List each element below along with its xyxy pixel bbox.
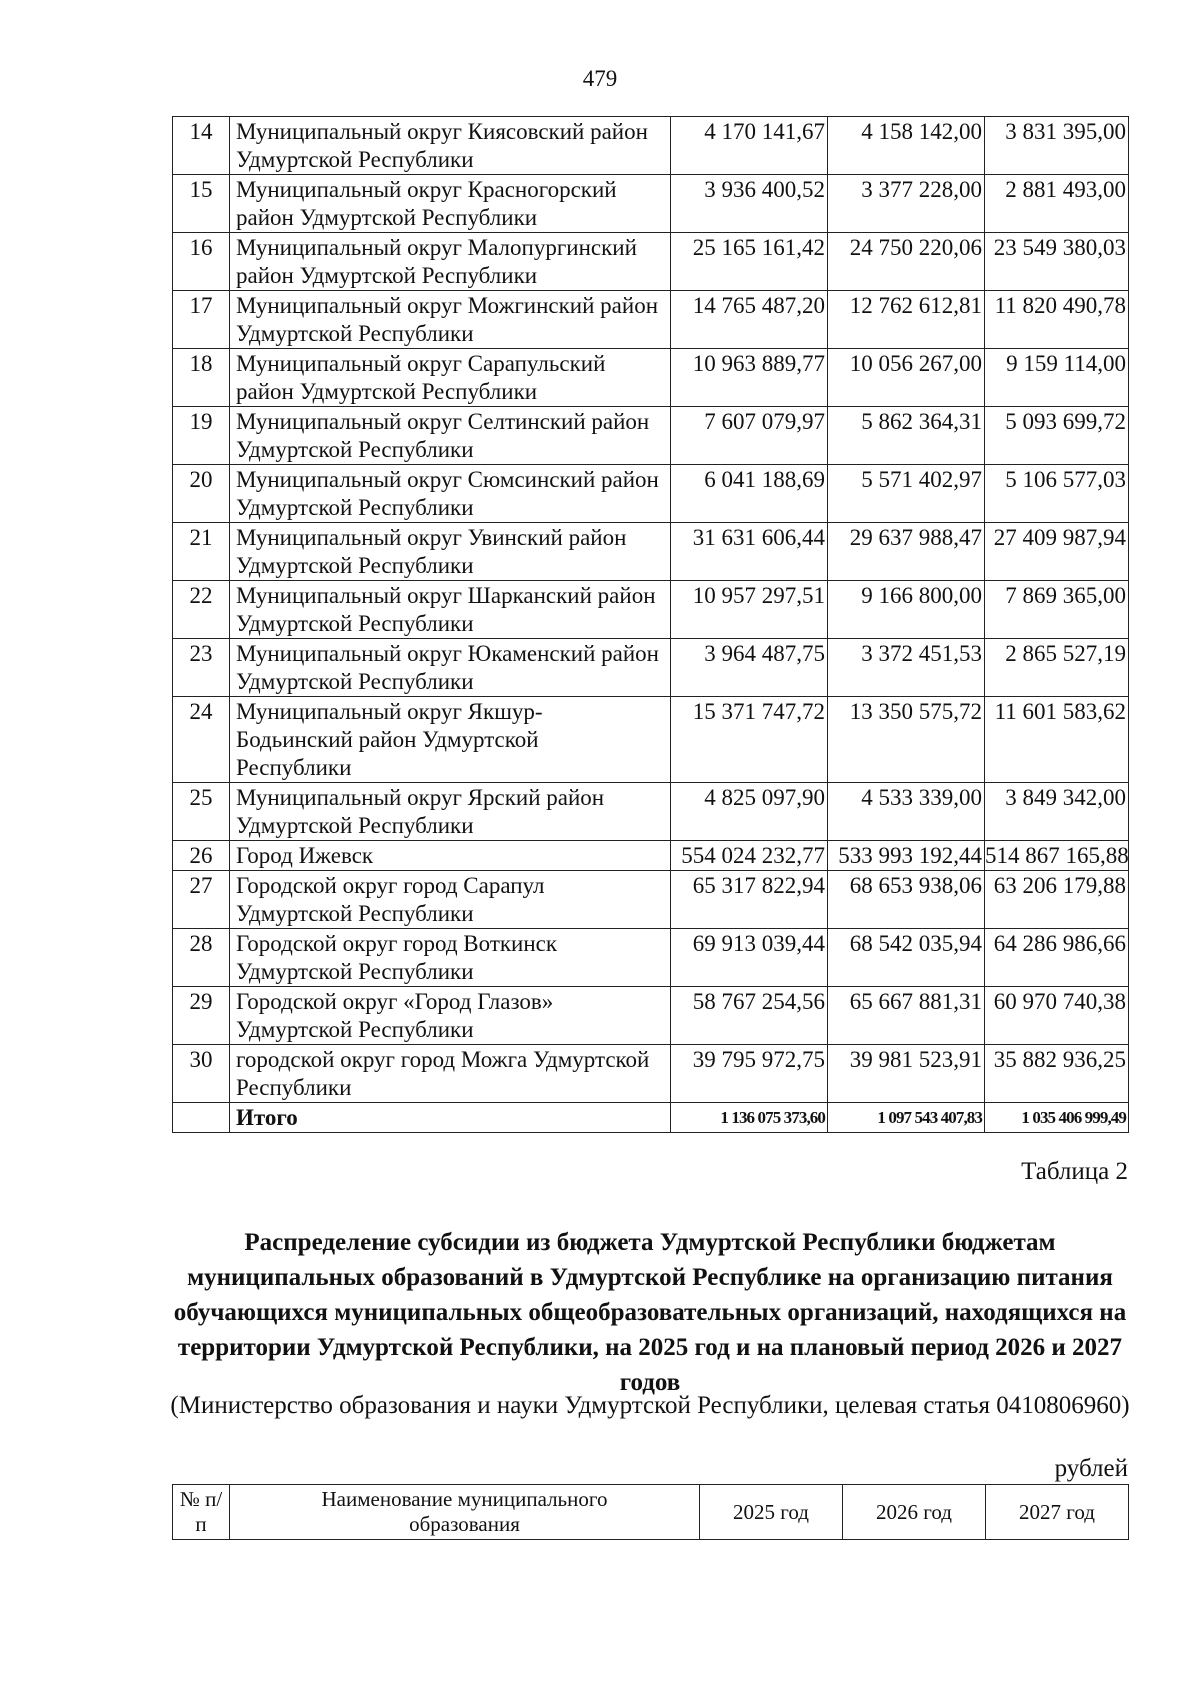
municipality-name: Городской округ город Сарапул Удмуртской Республики <box>230 871 671 929</box>
total-label: Итого <box>230 1103 671 1133</box>
table-row <box>173 929 1129 987</box>
header-name: Наименование муниципального образования <box>230 1485 700 1540</box>
amount-2025: 10 957 297,51 <box>671 581 828 639</box>
amount-2025: 554 024 232,77 <box>671 841 828 871</box>
municipality-name: Муниципальный округ Киясовский район Удмуртской Республики <box>230 117 671 175</box>
total-2027: 1 035 406 999,49 <box>985 1103 1129 1133</box>
header-row <box>173 1485 1129 1540</box>
amount-2025: 15 371 747,72 <box>671 697 828 783</box>
subsidy-table-header <box>172 1484 1129 1540</box>
municipality-name: Город Ижевск <box>230 841 671 871</box>
table-title: Распределение субсидии из бюджета Удмуртской Республики бюджетам муниципальных образований в Удмуртской Республике на организацию питания обучающихся муниципальных общеобразовательных организаций, находящихся на территории Удмуртской Республики, на 2025 год и на плановый период 2026 и 2027 годов <box>173 1229 1127 1396</box>
table-row <box>173 1045 1129 1103</box>
amount-2027: 9 159 114,00 <box>985 349 1129 407</box>
amount-2027: 514 867 165,88 <box>985 841 1129 871</box>
amount-2026: 39 981 523,91 <box>828 1045 985 1103</box>
row-number: 20 <box>173 465 230 523</box>
amount-2025: 58 767 254,56 <box>671 987 828 1045</box>
row-number: 17 <box>173 291 230 349</box>
table-body <box>173 117 1129 1133</box>
header-2027: 2027 год <box>986 1485 1129 1540</box>
total-row-number <box>173 1103 230 1133</box>
amount-2026: 4 533 339,00 <box>828 783 985 841</box>
table-row <box>173 523 1129 581</box>
table-row <box>173 407 1129 465</box>
row-number: 28 <box>173 929 230 987</box>
amount-2027: 64 286 986,66 <box>985 929 1129 987</box>
amount-2027: 23 549 380,03 <box>985 233 1129 291</box>
amount-2027: 11 820 490,78 <box>985 291 1129 349</box>
municipality-name: Городской округ город Воткинск Удмуртской Республики <box>230 929 671 987</box>
amount-2025: 31 631 606,44 <box>671 523 828 581</box>
row-number: 19 <box>173 407 230 465</box>
amount-2027: 60 970 740,38 <box>985 987 1129 1045</box>
subsidy-table-continued <box>172 116 1129 1133</box>
municipality-name: Муниципальный округ Увинский район Удмуртской Республики <box>230 523 671 581</box>
municipality-name: Муниципальный округ Ярский район Удмуртской Республики <box>230 783 671 841</box>
amount-2026: 4 158 142,00 <box>828 117 985 175</box>
amount-2025: 65 317 822,94 <box>671 871 828 929</box>
row-number: 25 <box>173 783 230 841</box>
row-number: 24 <box>173 697 230 783</box>
table-row <box>173 291 1129 349</box>
amount-2027: 2 881 493,00 <box>985 175 1129 233</box>
amount-2026: 3 372 451,53 <box>828 639 985 697</box>
row-number: 22 <box>173 581 230 639</box>
municipality-name: Муниципальный округ Красногорский район Удмуртской Республики <box>230 175 671 233</box>
header-number: № п/п <box>173 1485 230 1540</box>
amount-2026: 533 993 192,44 <box>828 841 985 871</box>
amount-2026: 24 750 220,06 <box>828 233 985 291</box>
total-2025: 1 136 075 373,60 <box>671 1103 828 1133</box>
municipality-name: Городской округ «Город Глазов» Удмуртской Республики <box>230 987 671 1045</box>
municipality-name: Муниципальный округ Шарканский район Удмуртской Республики <box>230 581 671 639</box>
amount-2026: 13 350 575,72 <box>828 697 985 783</box>
row-number: 18 <box>173 349 230 407</box>
municipality-name: городской округ город Можга Удмуртской Республики <box>230 1045 671 1103</box>
table-row <box>173 117 1129 175</box>
amount-2026: 3 377 228,00 <box>828 175 985 233</box>
amount-2025: 25 165 161,42 <box>671 233 828 291</box>
table-row <box>173 697 1129 783</box>
row-number: 26 <box>173 841 230 871</box>
amount-2026: 5 862 364,31 <box>828 407 985 465</box>
amount-2025: 3 964 487,75 <box>671 639 828 697</box>
row-number: 21 <box>173 523 230 581</box>
page-number: 479 <box>582 66 618 91</box>
amount-2027: 3 831 395,00 <box>985 117 1129 175</box>
amount-2026: 65 667 881,31 <box>828 987 985 1045</box>
amount-2025: 4 825 097,90 <box>671 783 828 841</box>
amount-2025: 4 170 141,67 <box>671 117 828 175</box>
table-row <box>173 349 1129 407</box>
amount-2027: 5 093 699,72 <box>985 407 1129 465</box>
row-number: 27 <box>173 871 230 929</box>
amount-2025: 3 936 400,52 <box>671 175 828 233</box>
table-row <box>173 639 1129 697</box>
amount-2026: 68 542 035,94 <box>828 929 985 987</box>
amount-2027: 27 409 987,94 <box>985 523 1129 581</box>
municipality-name: Муниципальный округ Якшур-Бодьинский район Удмуртской Республики <box>230 697 671 783</box>
amount-2026: 5 571 402,97 <box>828 465 985 523</box>
table-row <box>173 987 1129 1045</box>
municipality-name: Муниципальный округ Селтинский район Удмуртской Республики <box>230 407 671 465</box>
table-row <box>173 841 1129 871</box>
row-number: 15 <box>173 175 230 233</box>
table-caption: Таблица 2 <box>1021 1158 1128 1185</box>
total-row <box>173 1103 1129 1133</box>
amount-2027: 3 849 342,00 <box>985 783 1129 841</box>
amount-2026: 10 056 267,00 <box>828 349 985 407</box>
row-number: 29 <box>173 987 230 1045</box>
header-2025: 2025 год <box>700 1485 843 1540</box>
amount-2027: 5 106 577,03 <box>985 465 1129 523</box>
municipality-name: Муниципальный округ Малопургинский район Удмуртской Республики <box>230 233 671 291</box>
table-subtitle: (Министерство образования и науки Удмуртской Республики, целевая статья 0410806960) <box>170 1392 1130 1419</box>
table-row <box>173 783 1129 841</box>
municipality-name: Муниципальный округ Можгинский район Удмуртской Республики <box>230 291 671 349</box>
amount-2026: 29 637 988,47 <box>828 523 985 581</box>
amount-2027: 63 206 179,88 <box>985 871 1129 929</box>
row-number: 23 <box>173 639 230 697</box>
amount-2027: 35 882 936,25 <box>985 1045 1129 1103</box>
row-number: 14 <box>173 117 230 175</box>
amount-2025: 69 913 039,44 <box>671 929 828 987</box>
total-2026: 1 097 543 407,83 <box>828 1103 985 1133</box>
municipality-name: Муниципальный округ Сарапульский район Удмуртской Республики <box>230 349 671 407</box>
amount-2025: 10 963 889,77 <box>671 349 828 407</box>
amount-2025: 14 765 487,20 <box>671 291 828 349</box>
amount-2025: 7 607 079,97 <box>671 407 828 465</box>
amount-2027: 11 601 583,62 <box>985 697 1129 783</box>
amount-2026: 12 762 612,81 <box>828 291 985 349</box>
table-row <box>173 465 1129 523</box>
table-row <box>173 175 1129 233</box>
units-label: рублей <box>1054 1455 1128 1482</box>
amount-2026: 68 653 938,06 <box>828 871 985 929</box>
table-row <box>173 233 1129 291</box>
table-row <box>173 871 1129 929</box>
header-2026: 2026 год <box>843 1485 986 1540</box>
row-number: 30 <box>173 1045 230 1103</box>
municipality-name: Муниципальный округ Сюмсинский район Удмуртской Республики <box>230 465 671 523</box>
amount-2027: 2 865 527,19 <box>985 639 1129 697</box>
amount-2025: 6 041 188,69 <box>671 465 828 523</box>
municipality-name: Муниципальный округ Юкаменский район Удмуртской Республики <box>230 639 671 697</box>
row-number: 16 <box>173 233 230 291</box>
amount-2026: 9 166 800,00 <box>828 581 985 639</box>
amount-2025: 39 795 972,75 <box>671 1045 828 1103</box>
table-row <box>173 581 1129 639</box>
amount-2027: 7 869 365,00 <box>985 581 1129 639</box>
